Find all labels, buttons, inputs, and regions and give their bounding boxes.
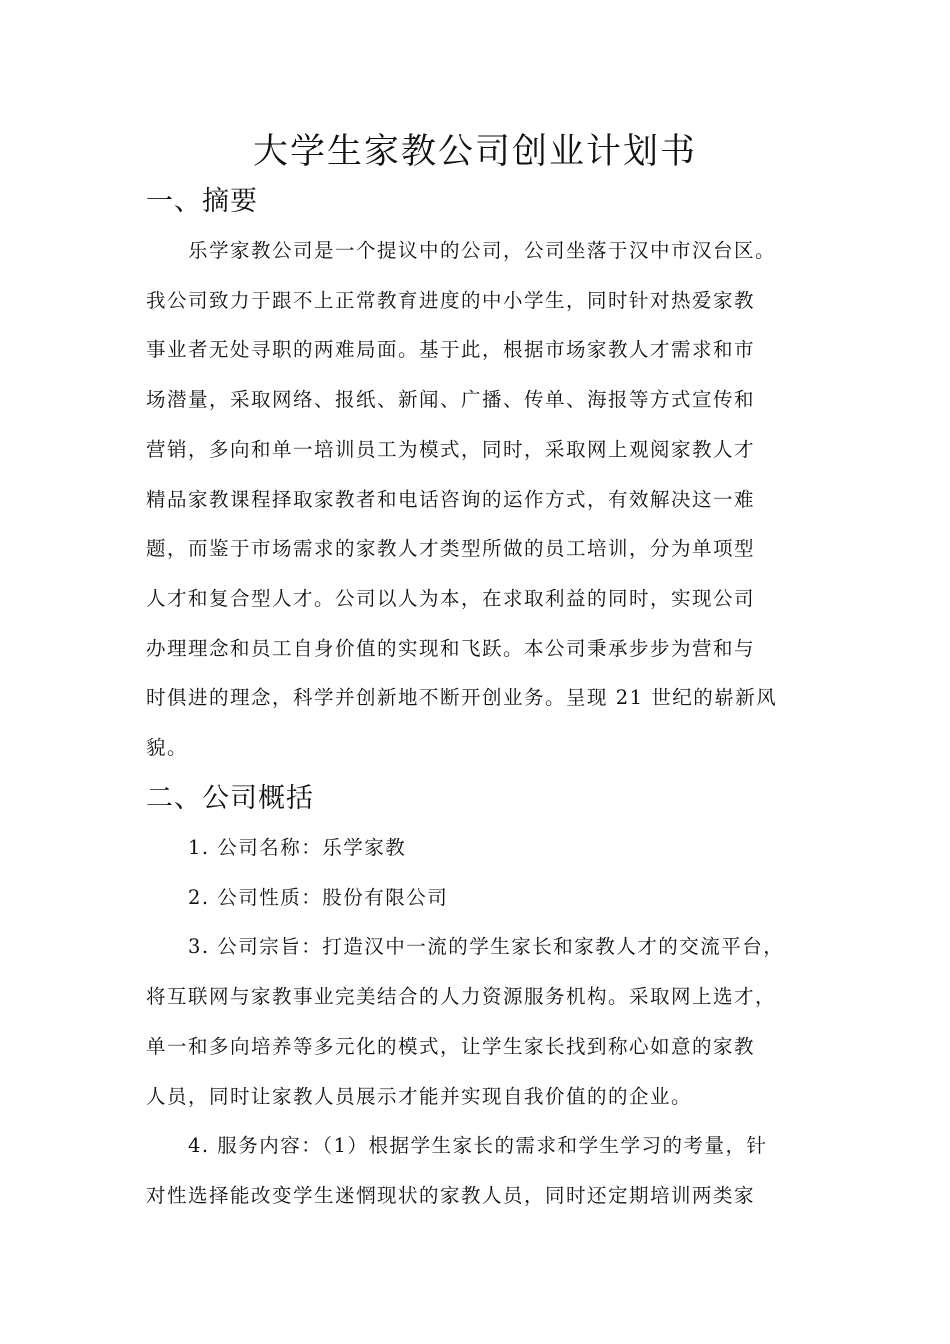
service-content-item: 4. 服务内容：（1）根据学生家长的需求和学生学习的考量，针 [188,1134,768,1158]
summary-line: 我公司致力于跟不上正常教育进度的中小学生，同时针对热爱家教 [146,288,756,312]
section-heading-summary: 一、摘要 [146,186,258,217]
company-nature-item: 2. 公司性质：股份有限公司 [188,885,449,909]
summary-line: 场潜量，采取网络、报纸、新闻、广播、传单、海报等方式宣传和 [146,388,756,412]
section-heading-company-overview: 二、公司概括 [146,783,314,814]
summary-line: 题，而鉴于市场需求的家教人才类型所做的员工培训，分为单项型 [146,537,756,561]
company-overview-list [146,823,826,1221]
summary-line: 精品家教课程择取家教者和电话咨询的运作方式，有效解决这一难 [146,487,756,511]
summary-line: 办理理念和员工自身价值的实现和飞跃。本公司秉承步步为营和与 [146,636,756,660]
company-purpose-line: 将互联网与家教事业完美结合的人力资源服务机构。采取网上选才， [146,985,777,1009]
document-title: 大学生家教公司创业计划书 [252,132,697,172]
company-purpose-line: 单一和多向培养等多元化的模式，让学生家长找到称心如意的家教 [146,1034,756,1058]
summary-line: 貌。 [146,736,189,760]
company-purpose-item: 3. 公司宗旨：打造汉中一流的学生家长和家教人才的交流平台， [188,935,785,959]
summary-line: 乐学家教公司是一个提议中的公司，公司坐落于汉中市汉台区。 [188,239,777,262]
summary-line: 时俱进的理念，科学并创新地不断开创业务。呈现 21 世纪的崭新风 [146,686,778,710]
summary-line: 人才和复合型人才。公司以人为本，在求取利益的同时，实现公司 [146,586,756,610]
service-content-line: 对性选择能改变学生迷惘现状的家教人员，同时还定期培训两类家 [146,1183,756,1207]
company-name-item: 1. 公司名称：乐学家教 [188,836,407,859]
summary-line: 营销，多向和单一培训员工为模式，同时，采取网上观阅家教人才 [146,437,756,461]
summary-line: 事业者无处寻职的两难局面。基于此，根据市场家教人才需求和市 [146,338,756,362]
summary-paragraph [146,226,826,773]
company-purpose-line: 人员，同时让家教人员展示才能并实现自我价值的的企业。 [146,1084,693,1108]
